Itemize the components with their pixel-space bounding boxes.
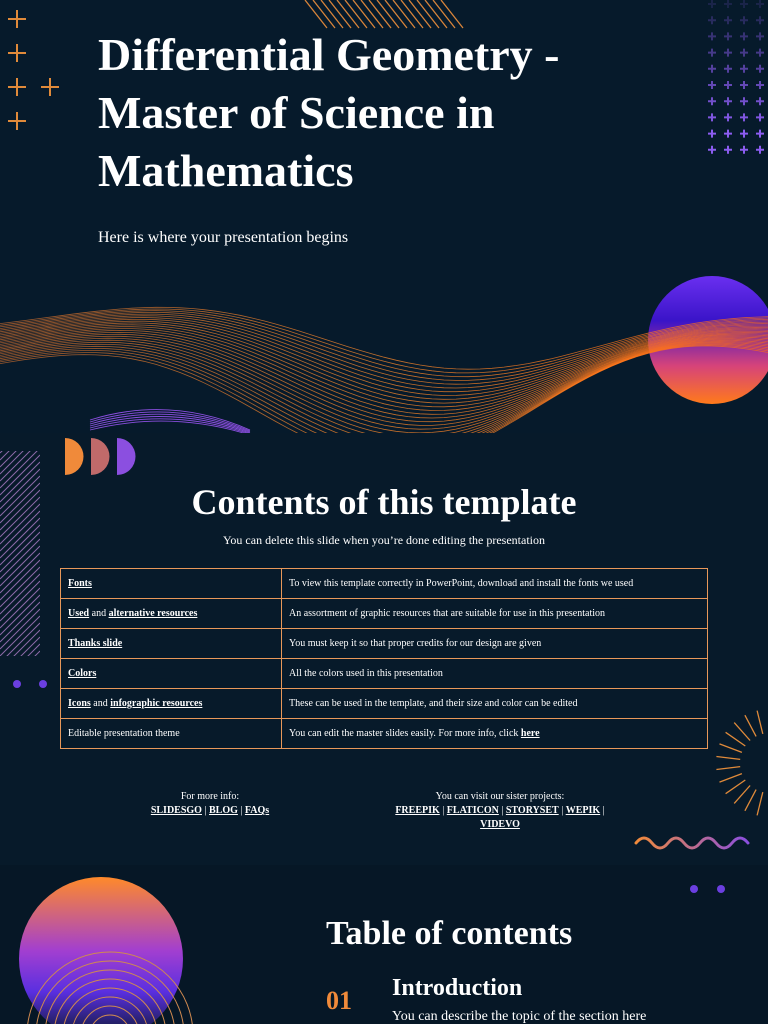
- freepik-link[interactable]: FREEPIK: [395, 805, 440, 816]
- more-info-links: [110, 804, 310, 818]
- videvo-link[interactable]: VIDEVO: [480, 819, 520, 830]
- toc-slide: [0, 865, 768, 1024]
- table-cell: These can be used in the template, and their size and color can be edited: [282, 689, 708, 719]
- hatch-lines-icon: [305, 0, 463, 28]
- section-description: You can describe the topic of the section here: [392, 1009, 647, 1024]
- table-cell: All the colors used in this presentation: [282, 659, 708, 689]
- infographic-resources-link[interactable]: infographic resources: [110, 698, 203, 709]
- colors-link[interactable]: Colors: [68, 668, 97, 679]
- used-link[interactable]: Used: [68, 608, 90, 619]
- separator: |: [201, 805, 209, 816]
- sister-projects-caption: You can visit our sister projects:: [435, 791, 565, 802]
- storyset-link[interactable]: STORYSET: [505, 805, 559, 816]
- table-row: [61, 629, 708, 659]
- more-info-block: [110, 790, 310, 818]
- presentation-title: Differential Geometry - Master of Science in Mathematics: [98, 29, 560, 196]
- table-cell: You must keep it so that proper credits for our design are given: [282, 629, 708, 659]
- squiggle-line-icon: [636, 838, 748, 848]
- faqs-link[interactable]: FAQs: [244, 805, 270, 816]
- fonts-link[interactable]: Fonts: [68, 578, 92, 589]
- separator: |: [558, 805, 566, 816]
- separator: |: [237, 805, 245, 816]
- plus-pattern-icon: [8, 10, 59, 130]
- icons-link[interactable]: Icons: [68, 698, 91, 709]
- contents-slide: [0, 433, 768, 865]
- table-cell: Editable presentation theme: [61, 719, 282, 749]
- contents-table: [60, 568, 708, 749]
- table-cell-text: You can edit the master slides easily. For more info, click: [289, 728, 521, 739]
- sister-projects-links: [380, 804, 620, 832]
- section-number: 01: [326, 986, 352, 1015]
- wepik-link[interactable]: WEPIK: [565, 805, 601, 816]
- separator: |: [600, 805, 605, 816]
- separator: |: [498, 805, 506, 816]
- separator: |: [439, 805, 447, 816]
- half-circles-icon: [65, 438, 136, 475]
- dot-icon: [39, 680, 47, 688]
- table-cell: To view this template correctly in PowerPoint, download and install the fonts we used: [282, 569, 708, 599]
- contents-heading: Contents of this template: [191, 482, 577, 522]
- title-slide: [0, 0, 768, 433]
- sunburst-icon: [716, 709, 768, 817]
- table-row: [61, 599, 708, 629]
- thanks-slide-link[interactable]: Thanks slide: [68, 638, 123, 649]
- table-row: [61, 569, 708, 599]
- dot-icon: [717, 885, 725, 893]
- table-cell: An assortment of graphic resources that are suitable for use in this presentation: [282, 599, 708, 629]
- table-row: [61, 719, 708, 749]
- toc-heading: Table of contents: [326, 915, 573, 952]
- contents-subheading: You can delete this slide when you’re done editing the presentation: [222, 533, 546, 547]
- table-label-join: and: [90, 698, 111, 709]
- table-row: [61, 659, 708, 689]
- dot-icon: [13, 680, 21, 688]
- hatch-block-icon: [0, 433, 40, 698]
- section-title: Introduction: [392, 975, 523, 1001]
- table-label-join: and: [89, 608, 109, 619]
- more-info-caption: For more info:: [180, 791, 240, 802]
- table-row: [61, 689, 708, 719]
- purple-plus-grid-icon: [708, 0, 764, 154]
- slidesgo-link[interactable]: SLIDESGO: [150, 805, 202, 816]
- sister-projects-block: [380, 790, 620, 832]
- here-link[interactable]: here: [520, 728, 540, 739]
- presentation-subtitle: Here is where your presentation begins: [98, 229, 349, 246]
- flaticon-link[interactable]: FLATICON: [446, 805, 499, 816]
- alternative-resources-link[interactable]: alternative resources: [108, 608, 198, 619]
- blog-link[interactable]: BLOG: [208, 805, 238, 816]
- dot-icon: [690, 885, 698, 893]
